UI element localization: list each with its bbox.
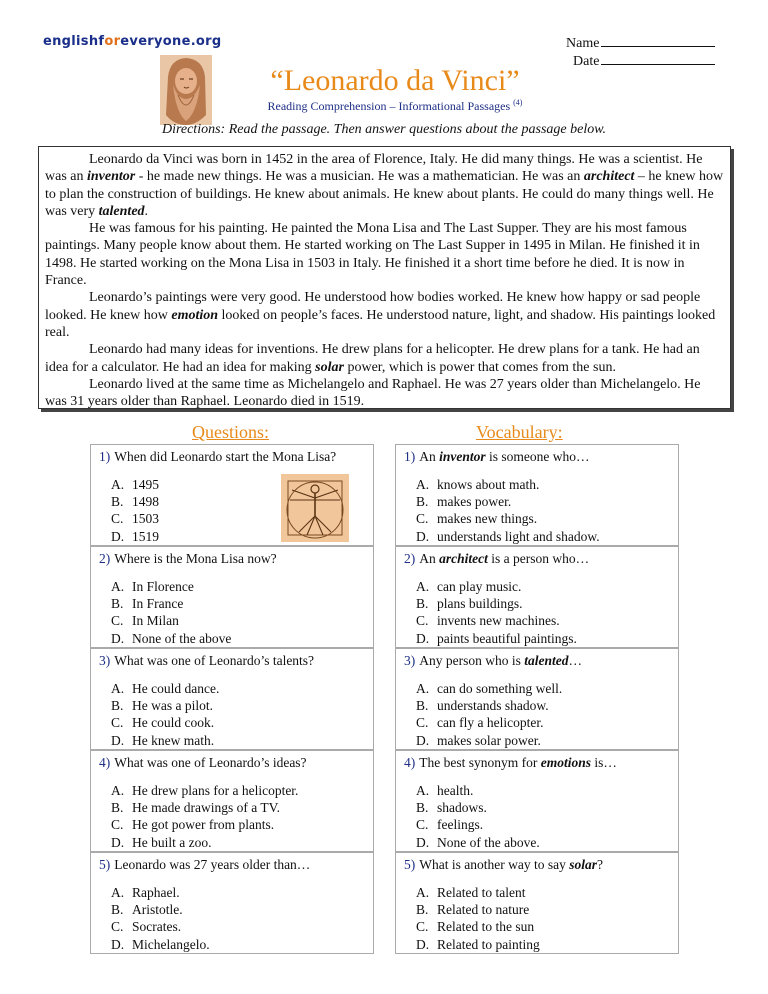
question-box: 2) Where is the Mona Lisa now? A. In Florence B. In France C. In Milan D. None of the above	[90, 546, 374, 648]
answer-option[interactable]: B. shadows.	[416, 800, 487, 816]
reading-passage	[38, 146, 731, 409]
answer-option[interactable]: B. In France	[111, 596, 184, 612]
answer-option[interactable]: B. He was a pilot.	[111, 698, 213, 714]
answer-option[interactable]: A. can play music.	[416, 579, 522, 594]
answer-option[interactable]: D. He knew math.	[111, 732, 215, 748]
page-title: “Leonardo da Vinci”	[270, 64, 520, 97]
answer-option[interactable]: B. Aristotle.	[111, 902, 183, 918]
answer-option[interactable]: A. Raphael.	[111, 885, 180, 900]
answer-option[interactable]: A. He could dance.	[111, 681, 220, 696]
answer-option[interactable]: C. In Milan	[111, 613, 179, 629]
leonardo-portrait-image	[160, 55, 212, 125]
answer-option[interactable]: D. paints beautiful paintings.	[416, 630, 577, 646]
answer-option[interactable]: B. He made drawings of a TV.	[111, 800, 280, 816]
passage-paragraph: Leonardo had many ideas for inventions. He drew plans for a helicopter. He drew plans for a tank. He had an idea for a calculator. He had an idea for making solar power, which is power that comes from the sun.	[45, 342, 700, 375]
question-box: 5) Leonardo was 27 years older than… A. Raphael. B. Aristotle. C. Socrates. D. Michelangelo.	[90, 852, 374, 954]
answer-option[interactable]: D. 1519	[111, 528, 159, 544]
vocabulary-box: 1) An inventor is someone who… A. knows about math. B. makes power. C. makes new things. D. understands light and shadow.	[395, 444, 679, 546]
answer-option[interactable]: D. makes solar power.	[416, 732, 541, 748]
passage-paragraph: Leonardo’s paintings were very good. He understood how bodies worked. He knew how happy or sad people looked. He knew how emotion looked on people’s faces. He understood nature, light, and shadow. His paintings looked real.	[45, 290, 716, 340]
date-line[interactable]	[601, 52, 715, 65]
answer-option[interactable]: C. feelings.	[416, 817, 484, 833]
answer-option[interactable]: B. Related to nature	[416, 902, 530, 918]
answer-option[interactable]: D. None of the above.	[416, 834, 540, 850]
site-logo: englishforeveryone.org	[43, 34, 222, 49]
answer-option[interactable]: A. 1495	[111, 477, 159, 492]
name-date-fields	[566, 34, 715, 70]
answer-option[interactable]: A. can do something well.	[416, 681, 563, 696]
answer-option[interactable]: A. health.	[416, 783, 474, 798]
page-subtitle: Reading Comprehension – Informational Passages $^{(4)}$	[267, 98, 523, 113]
answer-option[interactable]: D. He built a zoo.	[111, 834, 212, 850]
answer-option[interactable]: B. 1498	[111, 494, 159, 510]
name-line[interactable]	[601, 34, 715, 47]
vocabulary-box: 5) What is another way to say solar? A. Related to talent B. Related to nature C. Related to the sun D. Related to painting	[395, 852, 679, 954]
vitruvian-man-image	[281, 474, 349, 542]
answer-option[interactable]: C. invents new machines.	[416, 613, 560, 629]
question-box: 3) What was one of Leonardo’s talents? A. He could dance. B. He was a pilot. C. He could cook. D. He knew math.	[90, 648, 374, 750]
answer-option[interactable]: A. knows about math.	[416, 477, 540, 492]
passage-paragraph: He was famous for his painting. He painted the Mona Lisa and The Last Supper. They are his most famous paintings. Many people know about them. He started working on The Last Supper in 1495 in Milan. He finished it in 1498. He started working on the Mona Lisa in 1503 in Italy. He finished it a short time before he died. It is now in France.	[45, 221, 700, 289]
vocabulary-box: 4) The best synonym for emotions is… A. health. B. shadows. C. feelings. D. None of the above.	[395, 750, 679, 852]
answer-option[interactable]: D. Michelangelo.	[111, 936, 210, 952]
question-box: 1) When did Leonardo start the Mona Lisa? A. 1495 B. 1498 C. 1503 D. 1519	[90, 444, 374, 546]
answer-option[interactable]: D. understands light and shadow.	[416, 528, 600, 544]
answer-option[interactable]: C. 1503	[111, 511, 159, 527]
answer-option[interactable]: B. plans buildings.	[416, 596, 523, 612]
answer-option[interactable]: B. makes power.	[416, 494, 512, 510]
answer-option[interactable]: A. He drew plans for a helicopter.	[111, 783, 299, 798]
vocabulary-box: 2) An architect is a person who… A. can play music. B. plans buildings. C. invents new machines. D. paints beautiful paintings.	[395, 546, 679, 648]
answer-option[interactable]: C. He could cook.	[111, 715, 215, 731]
passage-paragraph: Leonardo da Vinci was born in 1452 in the area of Florence, Italy. He did many things. He was a scientist. He was an inventor - he made new things. He was a musician. He was a mathematician. He was an architect – he knew how to plan the construction of buildings. He knew about animals. He knew about plants. He could do many things well. He was very talented.	[45, 152, 724, 219]
answer-option[interactable]: C. can fly a helicopter.	[416, 715, 544, 731]
answer-option[interactable]: A. In Florence	[111, 579, 194, 594]
answer-option[interactable]: C. Socrates.	[111, 919, 182, 935]
question-box: 4) What was one of Leonardo’s ideas? A. He drew plans for a helicopter. B. He made drawings of a TV. C. He got power from plants. D. He built a zoo.	[90, 750, 374, 852]
name-label: Name	[566, 36, 600, 51]
answer-option[interactable]: D. Related to painting	[416, 936, 540, 952]
questions-heading: Questions:	[192, 422, 270, 442]
answer-option[interactable]: C. He got power from plants.	[111, 817, 275, 833]
answer-option[interactable]: C. Related to the sun	[416, 919, 535, 935]
directions: Directions: Read the passage. Then answer questions about the passage below.	[161, 122, 607, 137]
vocabulary-heading: Vocabulary:	[476, 422, 563, 442]
answer-option[interactable]: A. Related to talent	[416, 885, 526, 900]
vocabulary-box: 3) Any person who is talented… A. can do something well. B. understands shadow. C. can fly a helicopter. D. makes solar power.	[395, 648, 679, 750]
answer-option[interactable]: C. makes new things.	[416, 511, 538, 527]
answer-option[interactable]: B. understands shadow.	[416, 698, 549, 714]
passage-paragraph: Leonardo lived at the same time as Michelangelo and Raphael. He was 27 years older than Michelangelo. He was 31 years older than Raphael. Leonardo died in 1519.	[45, 376, 701, 410]
answer-option[interactable]: D. None of the above	[111, 630, 232, 646]
date-label: Date	[573, 54, 600, 69]
